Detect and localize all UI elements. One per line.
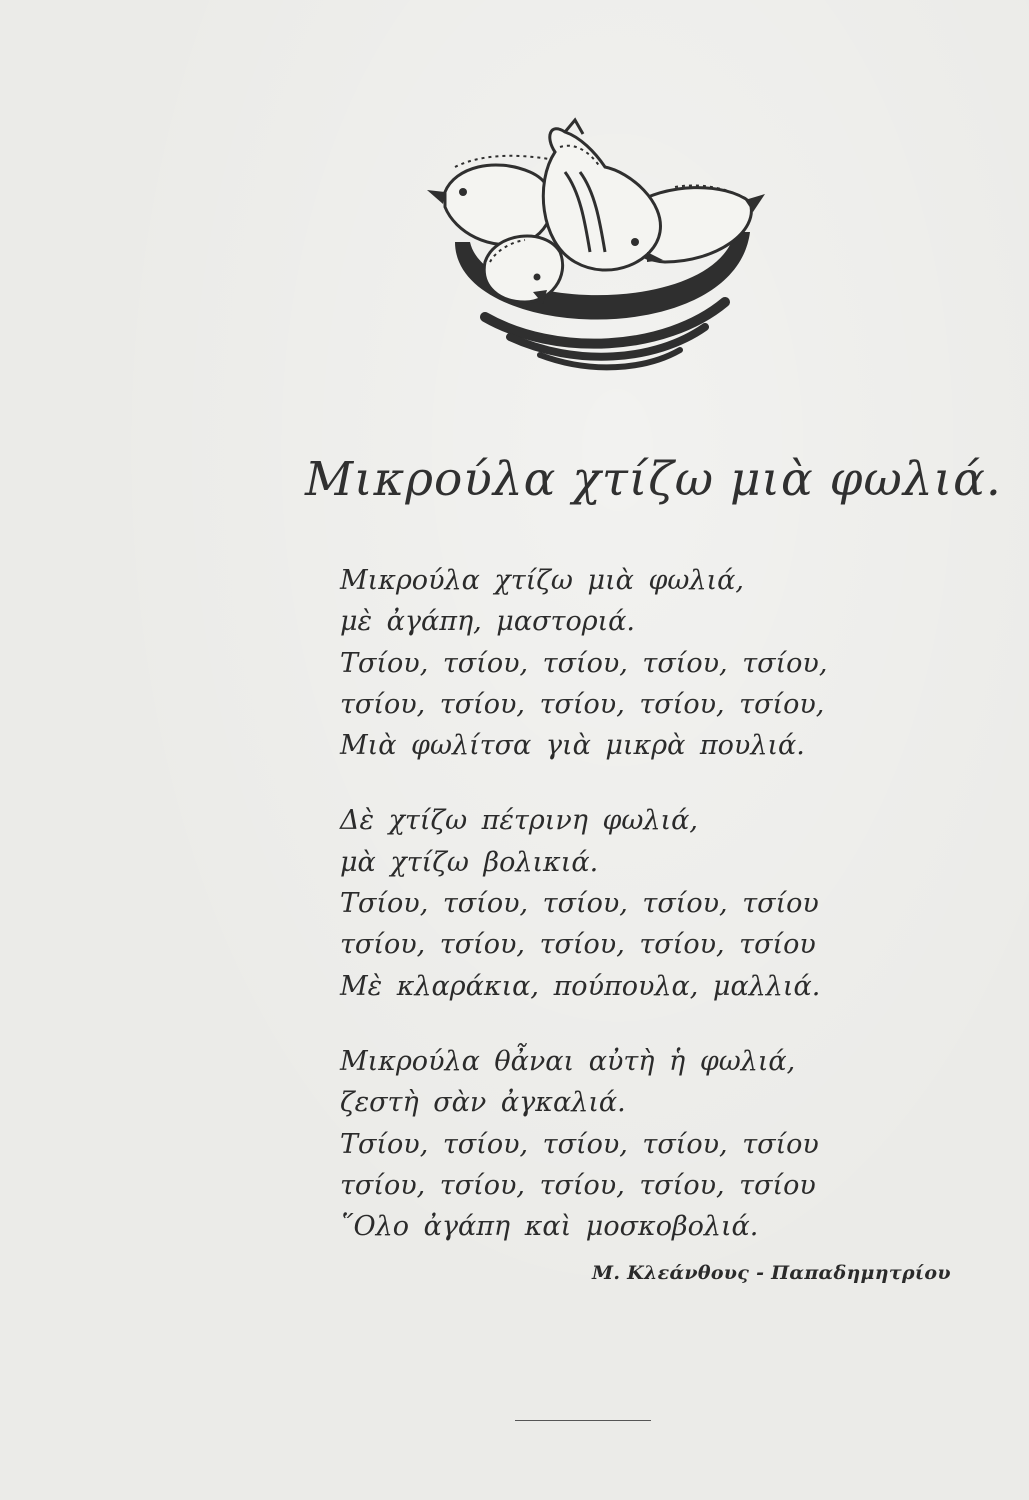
poem-line: ζεστὴ σὰν ἀγκαλιά. bbox=[340, 1087, 626, 1119]
poem-line: Τσίου, τσίου, τσίου, τσίου, τσίου bbox=[340, 888, 819, 920]
birds-in-nest-icon bbox=[415, 112, 775, 382]
stanza-2 bbox=[340, 800, 820, 1006]
poem-line: Δὲ χτίζω πέτρινη φωλιά, bbox=[340, 805, 698, 837]
poem-line: Τσίου, τσίου, τσίου, τσίου, τσίου bbox=[340, 1128, 819, 1160]
divider bbox=[515, 1420, 651, 1421]
poem-body bbox=[340, 560, 828, 1281]
poem-line: μὲ ἀγάπη, μαστοριά. bbox=[340, 606, 635, 638]
poem-line: ῞Ολο ἀγάπη καὶ μοσκοβολιά. bbox=[340, 1211, 759, 1243]
poem-line: Τσίου, τσίου, τσίου, τσίου, τσίου, bbox=[340, 647, 828, 679]
stanza-1 bbox=[340, 560, 828, 766]
poem-line: Μικρούλα θἆναι αὐτὴ ἡ φωλιά, bbox=[340, 1045, 796, 1077]
poem-title: Μικρούλα χτίζω μιὰ φωλιά. bbox=[305, 452, 1002, 507]
poem-line: τσίου, τσίου, τσίου, τσίου, τσίου, bbox=[340, 688, 825, 720]
poem-line: Μιὰ φωλίτσα γιὰ μικρὰ πουλιά. bbox=[340, 730, 805, 762]
stanza-3 bbox=[340, 1041, 820, 1247]
poem-line: μὰ χτίζω βολικιά. bbox=[340, 846, 599, 878]
poem-line: τσίου, τσίου, τσίου, τσίου, τσίου bbox=[340, 1169, 816, 1201]
poem-line: Μὲ κλαράκια, πούπουλα, μαλλιά. bbox=[340, 970, 821, 1002]
author-signature: Μ. Κλεάνθους - Παπαδημητρίου bbox=[592, 1262, 951, 1284]
poem-line: τσίου, τσίου, τσίου, τσίου, τσίου bbox=[340, 929, 816, 961]
poem-line: Μικρούλα χτίζω μιὰ φωλιά, bbox=[340, 565, 744, 596]
